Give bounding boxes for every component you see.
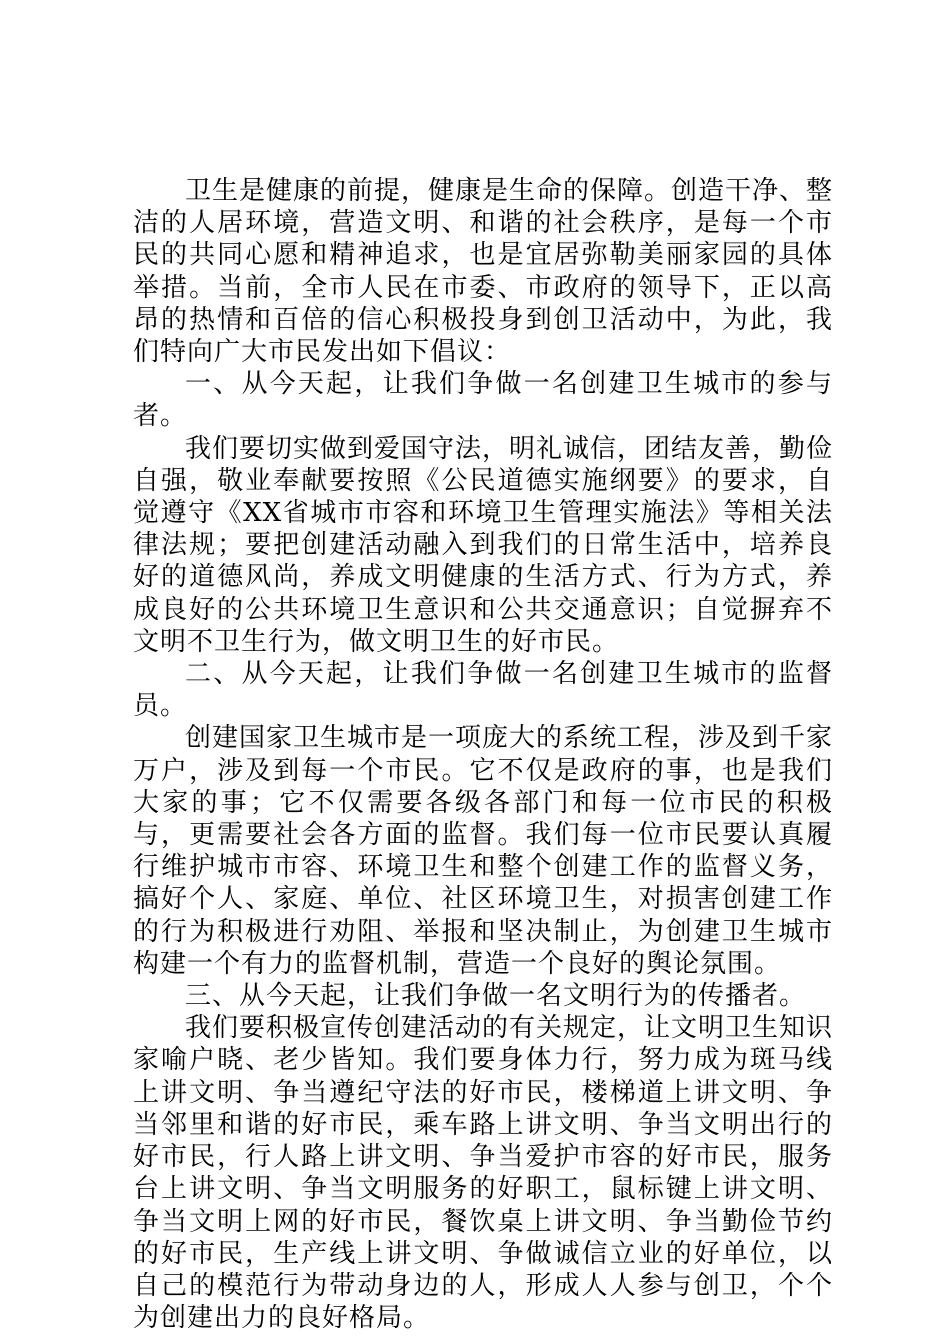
participant-paragraph: 我们要切实做到爱国守法，明礼诚信，团结友善，勤俭自强，敬业奉献要按照《公民道德实施纲要》的要求，自觉遵守《XX省城市市容和环境卫生管理实施法》等相关法律法规；要把创建活动融入到我们的日常生活中，培养良好的道德风尚，养成文明健康的生活方式、行为方式，养成良好的公共环境卫生意识和公共交通意识；自觉摒弃不文明不卫生行为，做文明卫生的好市民。 [133,433,834,657]
heading-communicator: 三、从今天起，让我们争做一名文明行为的传播者。 [185,981,807,1012]
communicator-paragraph: 我们要积极宣传创建活动的有关规定，让文明卫生知识家喻户晓、老少皆知。我们要身体力行，努力成为斑马线上讲文明、争当遵纪守法的好市民，楼梯道上讲文明、争当邻里和谐的好市民，乘车路上讲文明、争当文明出行的好市民，行人路上讲文明、争当爱护市容的好市民，服务台上讲文明、争当文明服务的好职工，鼠标键上讲文明、争当文明上网的好市民，餐饮桌上讲文明、争当勤俭节约的好市民，生产线上讲文明、争做诚信立业的好单位，以自己的模范行为带动身边的人，形成人人参与创卫，个个为创建出力的良好格局。 [133,1013,834,1334]
supervisor-paragraph: 创建国家卫生城市是一项庞大的系统工程，涉及到千家万户，涉及到每一个市民。它不仅是政府的事，也是我们大家的事；它不仅需要各级各部门和每一位市民的积极与，更需要社会各方面的监督。我们每一位市民要认真履行维护城市市容、环境卫生和整个创建工作的监督义务，搞好个人、家庭、单位、社区环境卫生，对损害创建工作的行为积极进行劝阻、举报和坚决制止，为创建卫生城市构建一个有力的监督机制，营造一个良好的舆论氛围。 [133,723,834,979]
intro-paragraph: 卫生是健康的前提，健康是生命的保障。创造干净、整洁的人居环境，营造文明、和谐的社会秩序，是每一个市民的共同心愿和精神追求，也是宜居弥勒美丽家园的具体举措。当前，全市人民在市委、市政府的领导下，正以高昂的热情和百倍的信心积极投身到创卫活动中，为此，我们特向广大市民发出如下倡议： [133,176,834,368]
heading-participant: 一、从今天起，让我们争做一名创建卫生城市的参与者。 [133,369,833,432]
heading-supervisor: 二、从今天起，让我们争做一名创建卫生城市的监督员。 [133,659,833,722]
document-body [133,175,833,1334]
